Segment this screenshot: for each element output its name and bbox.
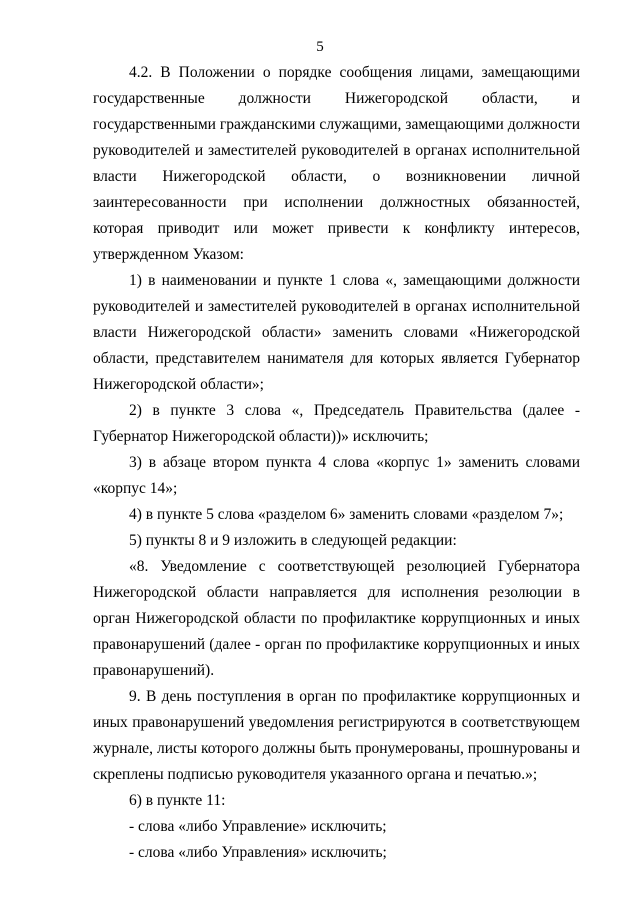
paragraph-item-6: 6) в пункте 11: <box>129 792 226 809</box>
paragraph-item-4: 4) в пункте 5 слова «разделом 6» заменить словами «разделом 7»; <box>129 506 564 523</box>
paragraph-item-1: 1) в наименовании и пункте 1 слова «, замещающими должности руководителей и заместителей руководителей в органах исполнительной власти Нижегородской области» заменить словами «Нижегородской области, представителем нанимателя для которых является Губернатор Нижегородской области»; <box>93 272 580 393</box>
paragraph-4-2: 4.2. В Положении о порядке сообщения лицами, замещающими государственные должности Нижегородской области, и государственными гражданскими служащими, замещающими должности руководителей и заместителей руководителей в органах исполнительной власти Нижегородской области, о возникновении личной заинтересованности при исполнении должностных обязанностей, которая приводит или может привести к конфликту интересов, утвержденном Указом: <box>93 64 580 263</box>
paragraph-item-2: 2) в пункте 3 слова «, Председатель Правительства (далее - Губернатор Нижегородской области))» исключить; <box>93 402 580 445</box>
paragraph-clause-9: 9. В день поступления в орган по профилактике коррупционных и иных правонарушений уведомления регистрируются в соответствующем журнале, листы которого должны быть пронумерованы, прошнурованы и скреплены подписью руководителя указанного органа и печатью.»; <box>93 688 580 783</box>
paragraph-dash-2: - слова «либо Управления» исключить; <box>129 844 387 861</box>
paragraph-item-5: 5) пункты 8 и 9 изложить в следующей редакции: <box>129 532 457 549</box>
paragraph-clause-8: «8. Уведомление с соответствующей резолюцией Губернатора Нижегородской области направляется для исполнения резолюции в орган Нижегородской области по профилактике коррупционных и иных правонарушений (далее - орган по профилактике коррупционных и иных правонарушений). <box>93 558 580 679</box>
page-number: 5 <box>316 39 324 55</box>
paragraph-dash-1: - слова «либо Управление» исключить; <box>129 818 387 835</box>
paragraph-item-3: 3) в абзаце втором пункта 4 слова «корпус 1» заменить словами «корпус 14»; <box>93 454 580 497</box>
document-body <box>93 60 580 866</box>
